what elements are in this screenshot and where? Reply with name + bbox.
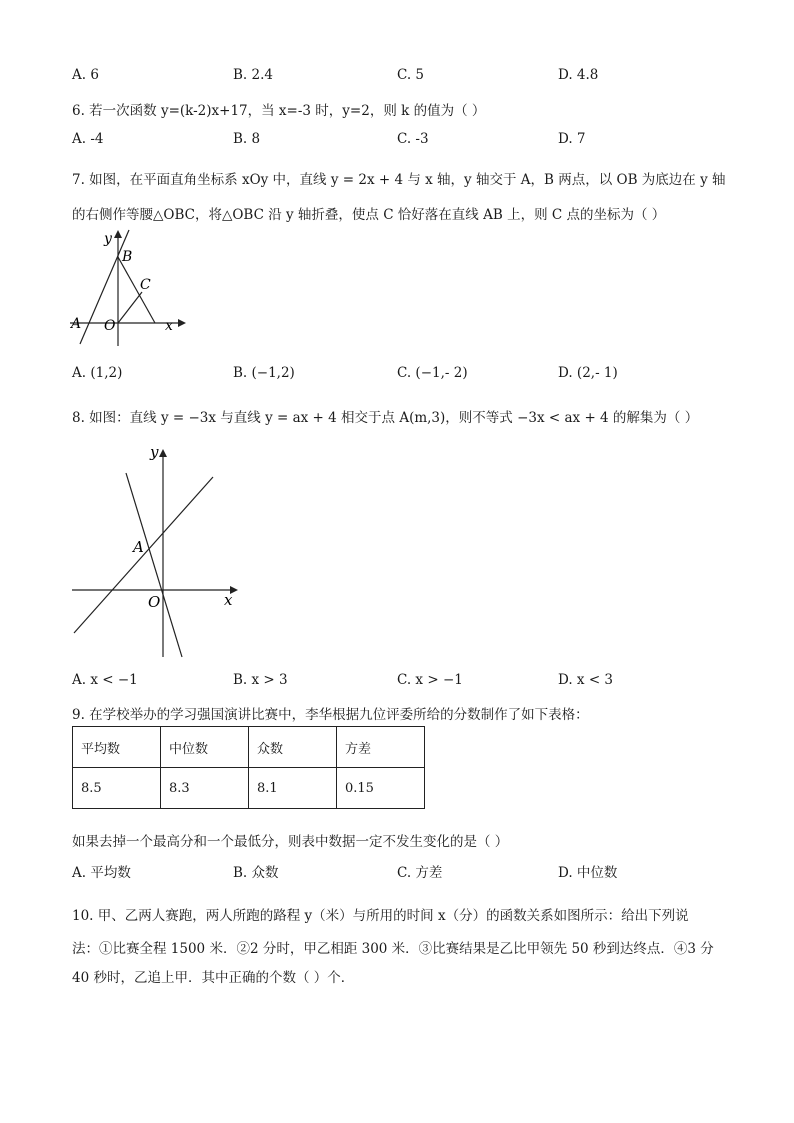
q10-stem-line2: 法：①比赛全程 1500 米．②2 分时，甲乙相距 300 米．③比赛结果是乙比甲领先 50 秒到达终点．④3 分 [72,941,714,957]
q8-label-a: A [133,538,144,556]
q7-option-b: B. (−1,2) [233,365,295,381]
table-cell-mode: 8.1 [249,768,337,809]
q7-segment-oc [118,292,142,323]
q7-label-y: y [104,231,112,247]
q8-figure [70,443,245,661]
q7-y-arrow-icon [114,230,122,238]
q7-label-o: O [104,318,116,334]
q5-option-a: A. 6 [72,67,99,83]
q7-option-c: C. (−1,- 2) [397,365,468,381]
q7-option-a: A. (1,2) [72,365,123,381]
q7-label-c: C [140,277,151,293]
q9-option-b: B. 众数 [233,865,279,881]
q8-label-y: y [150,443,159,461]
q8-stem: 8. 如图：直线 y = −3x 与直线 y = ax + 4 相交于点 A(m,3)，则不等式 −3x < ax + 4 的解集为（ ） [72,410,699,426]
q9-option-a: A. 平均数 [72,865,131,881]
table-cell-median: 8.3 [161,768,249,809]
q6-option-b: B. 8 [233,131,261,147]
q9-score-table [72,726,425,809]
q8-option-b: B. x > 3 [233,672,288,688]
q6-stem: 6. 若一次函数 y=(k-2)x+17，当 x=-3 时，y=2，则 k 的值为（ ） [72,103,486,119]
q8-option-d: D. x < 3 [558,672,614,688]
table-header-median: 中位数 [161,727,249,768]
q10-stem-line3: 40 秒时，乙追上甲．其中正确的个数（ ）个． [72,970,355,986]
q6-option-c: C. -3 [397,131,429,147]
table-cell-variance: 0.15 [337,768,425,809]
table-cell-mean: 8.5 [73,768,161,809]
q7-option-d: D. (2,- 1) [558,365,618,381]
q8-option-a: A. x < −1 [72,672,138,688]
table-header-variance: 方差 [337,727,425,768]
table-header-mean: 平均数 [73,727,161,768]
q7-label-a: A [71,316,82,332]
q9-option-c: C. 方差 [397,865,443,881]
table-row [73,727,425,768]
q8-option-c: C. x > −1 [397,672,463,688]
q7-label-x: x [165,318,173,334]
q10-stem-line1: 10. 甲、乙两人赛跑，两人所跑的路程 y（米）与所用的时间 x（分）的函数关系如图所示：给出下列说 [72,908,689,924]
q8-label-x: x [224,591,233,609]
q8-y-arrow-icon [159,449,167,457]
q9-stem: 9. 在学校举办的学习强国演讲比赛中，李华根据九位评委所给的分数制作了如下表格： [72,707,589,723]
q9-option-d: D. 中位数 [558,865,618,881]
q9-question: 如果去掉一个最高分和一个最低分，则表中数据一定不发生变化的是（ ） [72,834,509,850]
q6-option-d: D. 7 [558,131,586,147]
q6-option-a: A. -4 [72,131,104,147]
q8-label-o: O [148,593,161,611]
q5-option-d: D. 4.8 [558,67,599,83]
q7-stem-line2: 的右侧作等腰△OBC，将△OBC 沿 y 轴折叠，使点 C 恰好落在直线 AB 上，则 C 点的坐标为（ ） [72,207,666,223]
q5-option-b: B. 2.4 [233,67,273,83]
table-row [73,768,425,809]
q7-stem-line1: 7. 如图，在平面直角坐标系 xOy 中，直线 y = 2x + 4 与 x 轴，y 轴交于 A，B 两点，以 OB 为底边在 y 轴 [72,172,726,188]
q7-label-b: B [122,249,133,265]
q7-figure [68,226,188,350]
table-header-mode: 众数 [249,727,337,768]
q5-option-c: C. 5 [397,67,425,83]
q7-x-arrow-icon [178,319,186,327]
